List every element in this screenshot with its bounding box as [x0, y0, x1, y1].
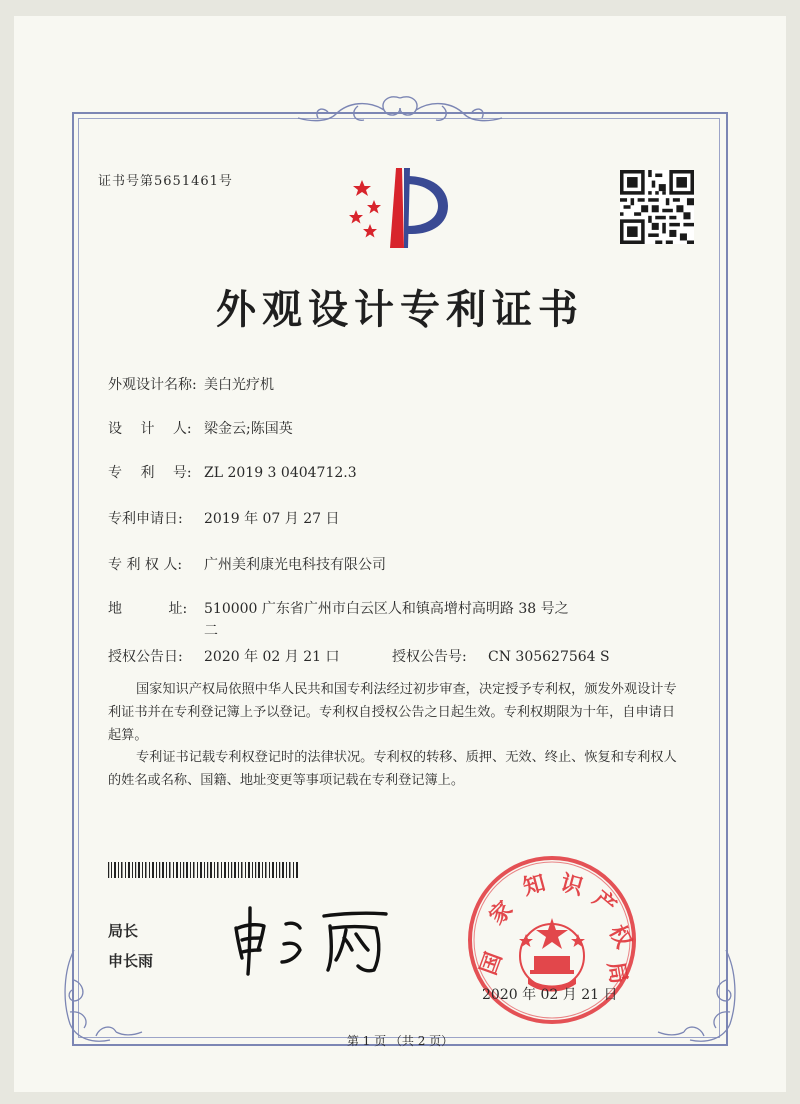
- field-designer: [108, 418, 293, 438]
- field-patentee-label: 专 利 权 人:: [108, 557, 183, 573]
- handwritten-signature: [228, 898, 398, 980]
- field-patent-no-value: ZL 2019 3 0404712.3: [204, 465, 357, 481]
- field-filing-date: [108, 508, 340, 528]
- field-design-name-label: 外观设计名称:: [108, 377, 197, 393]
- certificate-number: [98, 170, 233, 189]
- field-design-name: [108, 374, 274, 394]
- certificate-number-label: 证书号第: [98, 174, 155, 189]
- seal-date: 2020 年 02 月 21 日: [482, 987, 618, 1003]
- body-paragraph-1: 国家知识产权局依照中华人民共和国专利法经过初步审查，决定授予专利权，颁发外观设计专利证书并在专利登记簿上予以登记。专利权自授权公告之日起生效。专利权期限为十年，自申请日起算。: [108, 682, 677, 743]
- field-patentee: [108, 554, 386, 574]
- field-designer-label: 设 计 人:: [108, 421, 192, 437]
- field-patent-no-label: 专 利 号:: [108, 465, 192, 481]
- patent-office-logo: [344, 164, 458, 254]
- field-patentee-value: 广州美利康光电科技有限公司: [204, 557, 386, 573]
- page-number: 第 1 页 （共 2 页）: [346, 1034, 454, 1048]
- svg-text:局: 局: [602, 959, 631, 986]
- field-grant-date: [108, 646, 340, 666]
- field-grant-date-value: 2020 年 02 月 21 口: [204, 649, 340, 665]
- certificate-title: 外观设计专利证书: [216, 287, 584, 333]
- svg-text:产: 产: [587, 886, 621, 920]
- svg-text:国: 国: [476, 949, 508, 979]
- field-address-label: 地 址:: [108, 601, 188, 617]
- svg-text:家: 家: [484, 896, 519, 931]
- qr-code: [620, 170, 694, 244]
- field-grant-date-label: 授权公告日:: [108, 649, 183, 665]
- certificate-number-value: 5651461: [154, 174, 219, 189]
- barcode: [108, 862, 300, 878]
- field-address: [108, 598, 569, 618]
- field-grant-no-value: CN 305627564 S: [488, 649, 610, 665]
- field-design-name-value: 美白光疗机: [204, 377, 274, 393]
- top-ornament: [288, 92, 512, 132]
- body-paragraph-2: 专利证书记载专利权登记时的法律状况。专利权的转移、质押、无效、终止、恢复和专利权人的姓名或名称、国籍、地址变更等事项记载在专利登记簿上。: [108, 750, 677, 788]
- svg-text:知: 知: [520, 870, 549, 901]
- field-address-value-line1: 510000 广东省广州市白云区人和镇高增村高明路 38 号之: [204, 601, 569, 617]
- svg-text:权: 权: [603, 921, 636, 953]
- field-filing-date-value: 2019 年 07 月 27 日: [204, 511, 340, 527]
- field-grant-no-label: 授权公告号:: [392, 649, 467, 665]
- field-address-value-line2: 二: [204, 623, 218, 639]
- field-patent-no: [108, 462, 357, 482]
- field-designer-value: 梁金云;陈国英: [204, 421, 293, 437]
- field-filing-date-label: 专利申请日:: [108, 511, 183, 527]
- signatory-name: 申长雨: [108, 952, 154, 970]
- field-grant-no: [392, 646, 610, 666]
- signatory-title: 局长: [108, 922, 139, 940]
- certificate-number-suffix: 号: [218, 174, 233, 189]
- svg-text:识: 识: [557, 870, 586, 901]
